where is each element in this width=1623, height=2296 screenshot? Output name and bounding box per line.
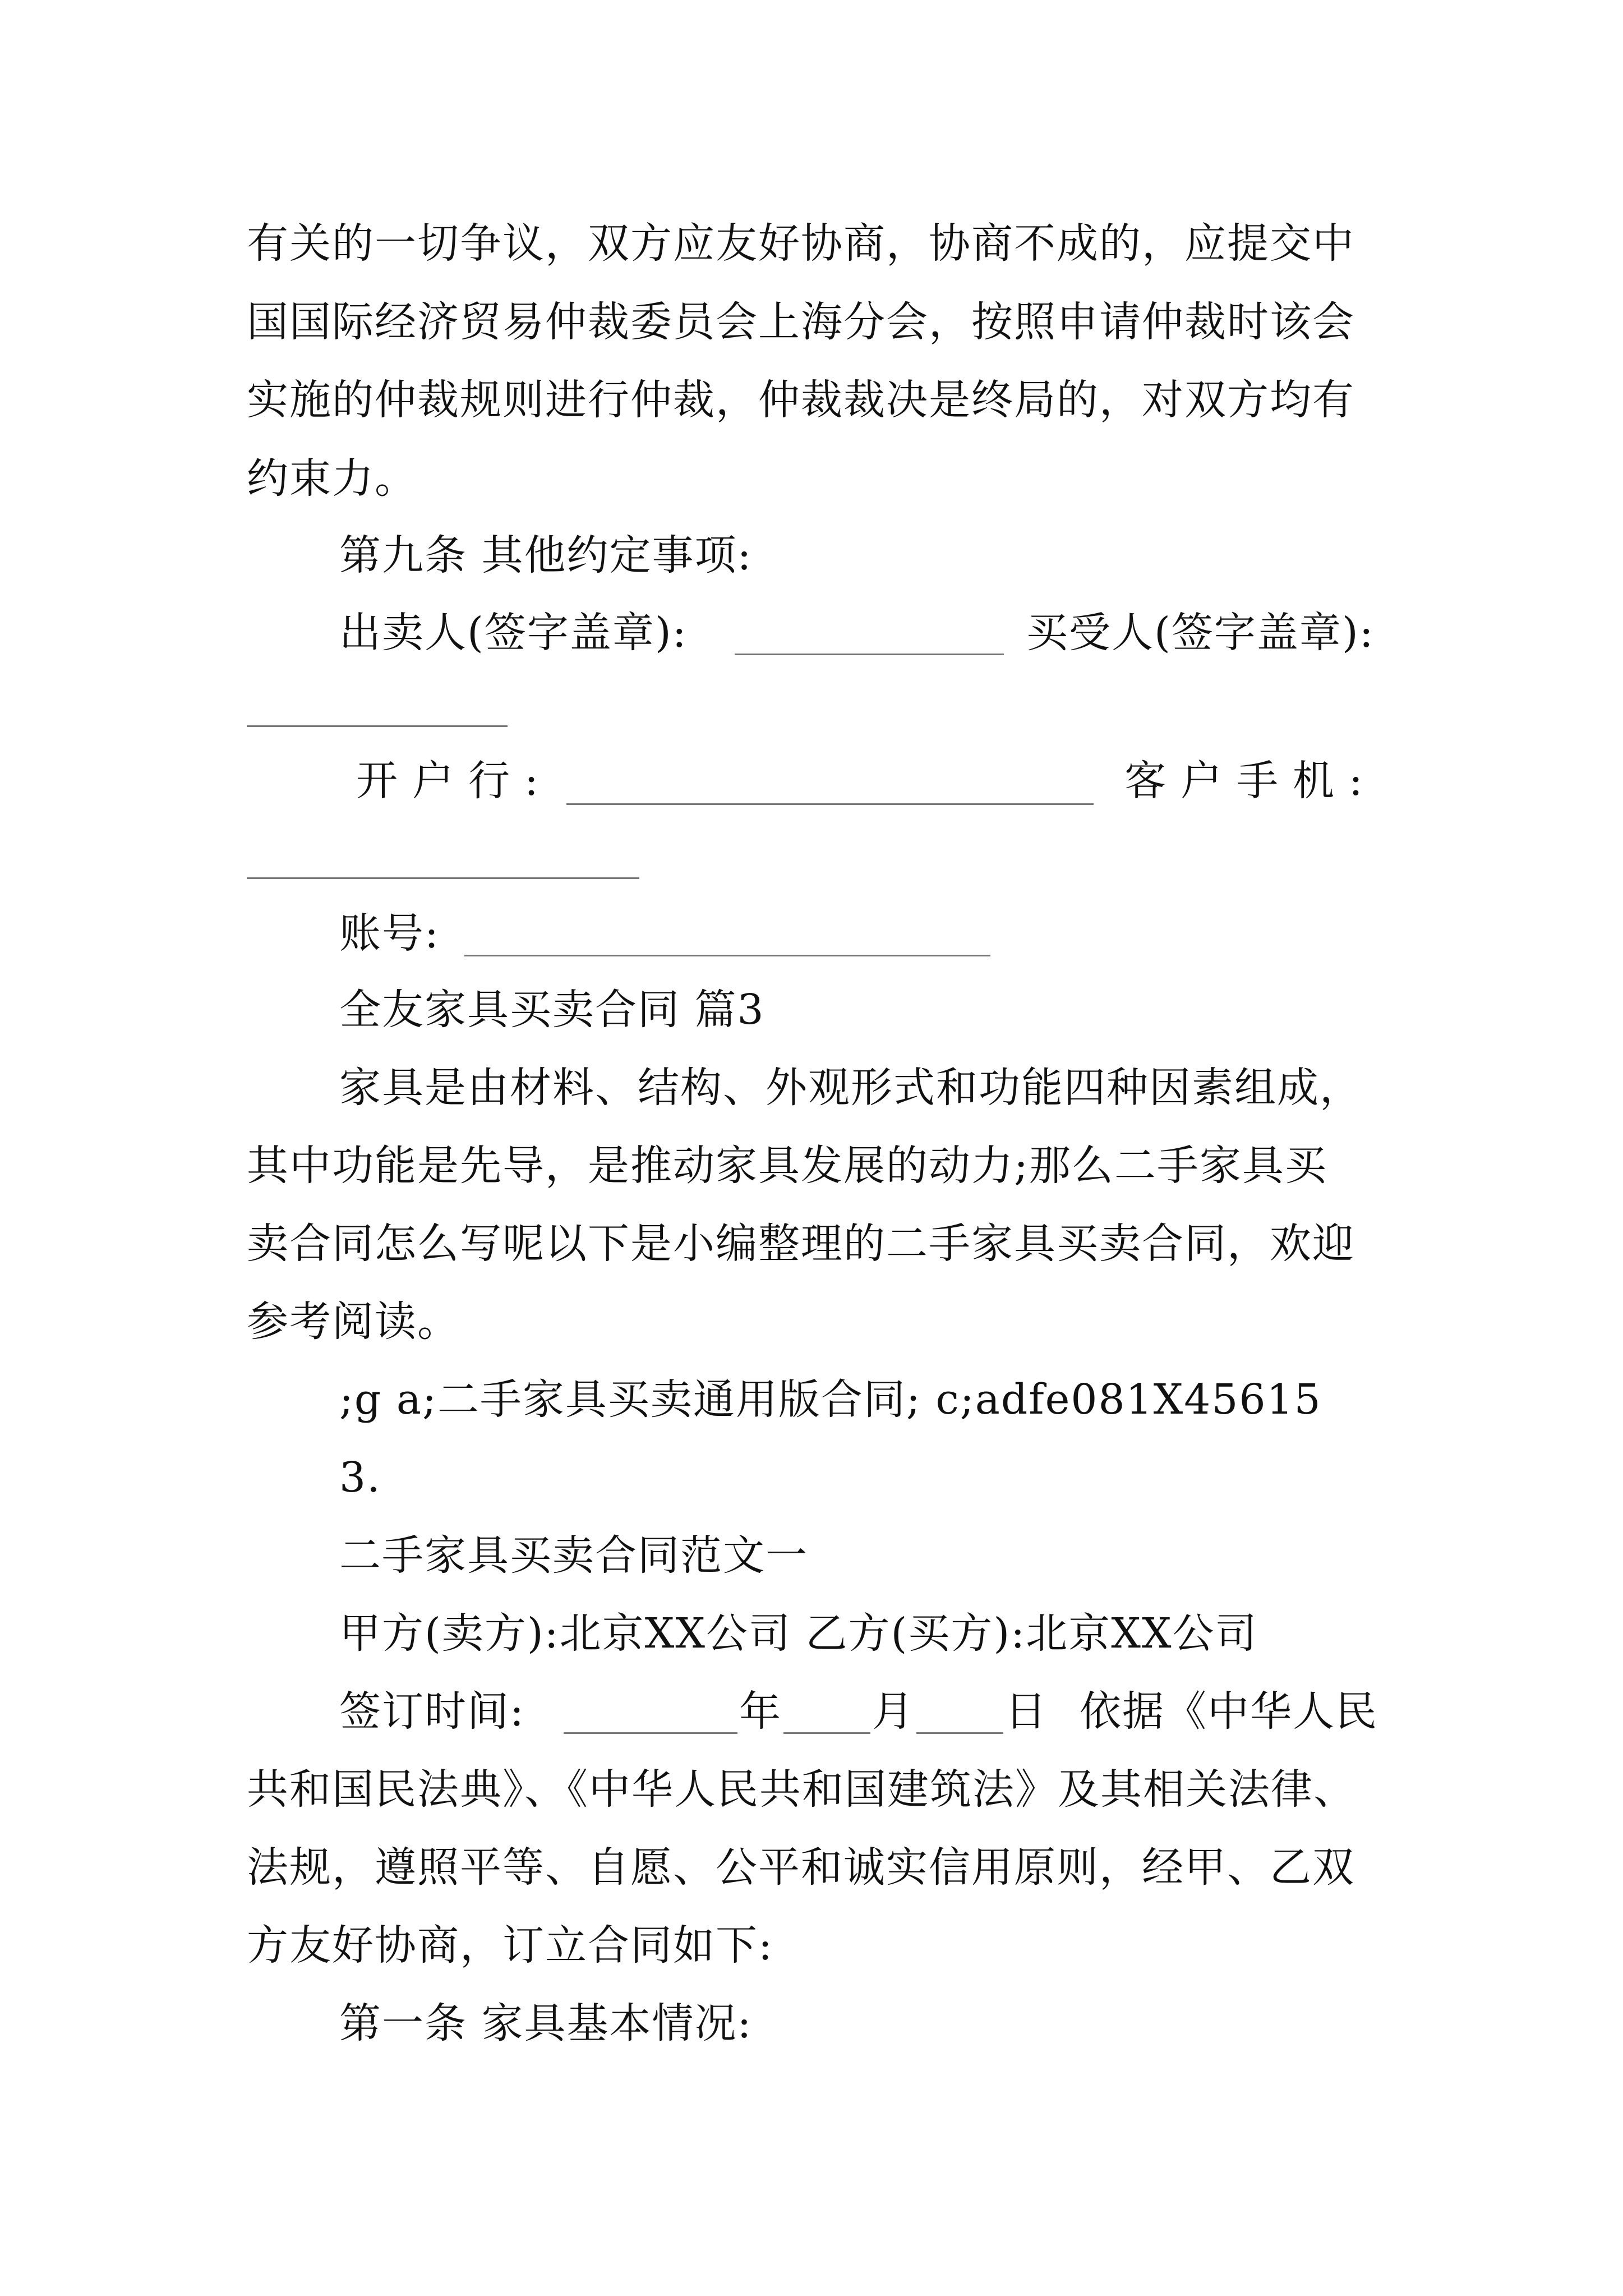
code-line-continued: 3. (339, 1453, 381, 1502)
legal-basis-start: 依据《中华人民 (1080, 1687, 1378, 1736)
account-line (464, 955, 990, 956)
arbitration-line-2: 国国际经济贸易仲裁委员会上海分会，按照申请仲裁时该会 (247, 298, 1355, 346)
month-blank (783, 1732, 870, 1734)
arbitration-line-1: 有关的一切争议，双方应友好协商，协商不成的，应提交中 (247, 219, 1355, 268)
buyer-signature-line (247, 725, 508, 727)
intro-line-4: 参考阅读。 (247, 1297, 460, 1346)
parties-line: 甲方(卖方):北京XX公司 乙方(买方):北京XX公司 (339, 1609, 1258, 1658)
sample-title: 二手家具买卖合同范文一 (339, 1531, 808, 1580)
day-label: 日 (1005, 1687, 1048, 1736)
intro-line-3: 卖合同怎么写呢以下是小编整理的二手家具买卖合同，欢迎 (247, 1220, 1355, 1268)
article-one: 第一条 家具基本情况: (339, 1999, 753, 2047)
bank-label: 开户行: (356, 757, 553, 805)
code-line: ;g a;二手家具买卖通用版合同; c;adfe081X45615 (339, 1375, 1322, 1424)
intro-line-2: 其中功能是先导，是推动家具发展的动力;那么二手家具买 (247, 1142, 1327, 1190)
legal-basis-line-2: 共和国民法典》、《中华人民共和国建筑法》及其相关法律、 (247, 1765, 1356, 1814)
phone-label: 客户手机: (1124, 757, 1377, 805)
year-blank (564, 1732, 737, 1734)
month-label: 月 (872, 1687, 915, 1736)
section-heading: 全友家具买卖合同 篇3 (339, 986, 765, 1034)
phone-line (247, 877, 639, 879)
buyer-signature-label: 买受人(签字盖章): (1026, 609, 1375, 657)
signing-time-label: 签订时间: (339, 1687, 525, 1736)
seller-signature-label: 出卖人(签字盖章): (339, 609, 688, 657)
intro-line-1: 家具是由材料、结构、外观形式和功能四种因素组成， (339, 1064, 1362, 1112)
legal-basis-line-4: 方友好协商，订立合同如下: (247, 1921, 773, 1970)
arbitration-line-3: 实施的仲裁规则进行仲裁，仲裁裁决是终局的，对双方均有 (247, 376, 1355, 424)
legal-basis-line-3: 法规，遵照平等、自愿、公平和诚实信用原则，经甲、乙双 (247, 1843, 1355, 1892)
article-nine: 第九条 其他约定事项: (339, 531, 753, 579)
year-label: 年 (739, 1687, 782, 1736)
account-label: 账号: (339, 909, 440, 958)
arbitration-line-4: 约束力。 (247, 454, 417, 503)
day-blank (916, 1732, 1003, 1734)
seller-signature-line (735, 654, 1004, 655)
bank-line (566, 803, 1094, 805)
